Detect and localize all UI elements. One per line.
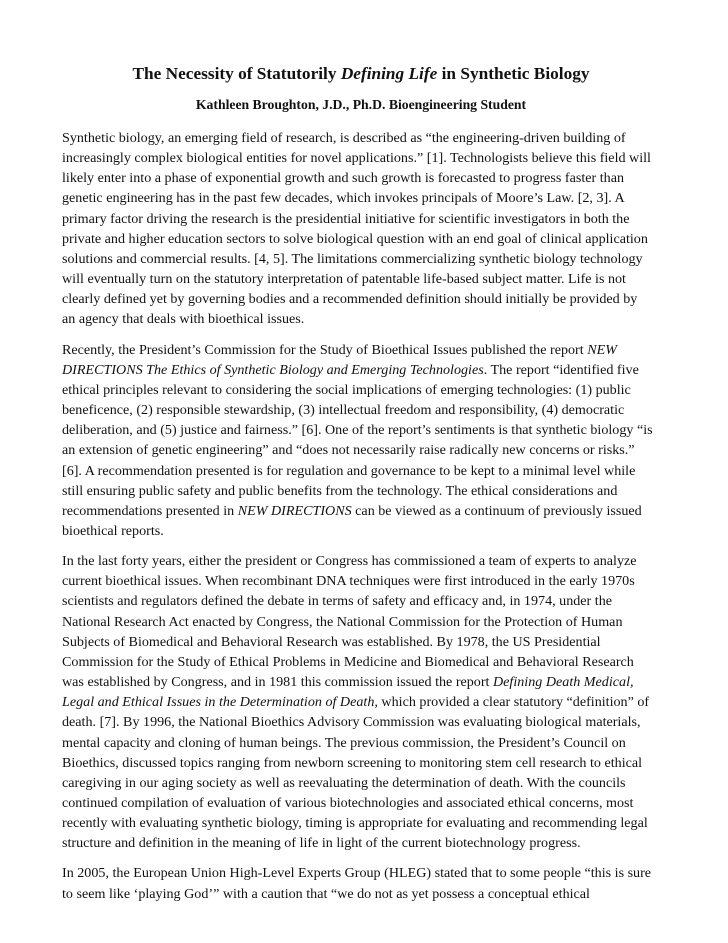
text-segment: [6]. A recommendation presented is for regulation and governance to be kept to a minimal level while (62, 462, 636, 479)
italic-text: DIRECTIONS The Ethics of Synthetic Biology and Emerging Technologies (62, 361, 484, 378)
text-segment: likely enter into a phase of exponential growth and such growth is forecasted to progress faster than (62, 170, 625, 187)
text-segment: clearly defined yet by governing bodies and a recommended definition should initially be provided by (62, 291, 638, 308)
text-line (62, 148, 660, 168)
text-segment: caregiving in our aging society as well as reevaluating the determination of death. With the councils (62, 774, 626, 791)
text-line (62, 813, 660, 833)
text-line (62, 340, 660, 360)
author-line: Kathleen Broughton, J.D., Ph.D. Bioengineering Student (195, 97, 527, 112)
text-line (62, 733, 660, 753)
text-segment: an agency that deals with bioethical issues. (62, 311, 305, 328)
text-segment: In the last forty years, either the president or Congress has commissioned a team of experts to analyze (62, 553, 637, 570)
text-segment: Bioethics, discussed topics ranging from newborn screening to monitoring stem cell research to ethical (62, 754, 643, 771)
italic-text: NEW DIRECTIONS (237, 502, 352, 519)
title-italic: Defining Life (340, 64, 438, 83)
text-line (62, 309, 660, 329)
paragraph (62, 340, 660, 542)
text-line (62, 380, 660, 400)
document-page (62, 62, 660, 904)
text-line (62, 440, 660, 460)
text-segment: structure and definition in the meaning of life in light of the current biotechnology progress. (62, 835, 581, 852)
paper-title (62, 62, 660, 86)
text-segment: to seem like ‘playing God’” with a caution that “we do not as yet possess a conceptual ethical (62, 885, 590, 902)
text-line (62, 652, 660, 672)
text-segment: which provided a clear statutory “definition” of (377, 694, 650, 711)
text-line (62, 591, 660, 611)
text-line (62, 612, 660, 632)
text-segment: genetic engineering has in the past few decades, which invokes principals of Moore’s Law. [2, 3]. A (62, 190, 625, 207)
text-line (62, 672, 660, 692)
text-line (62, 551, 660, 571)
text-segment: still ensuring public safety and public benefits from the technology. The ethical considerations and (62, 482, 618, 499)
text-line (62, 289, 660, 309)
text-segment: will eventually turn on the statutory interpretation of patentable life-based subject matter. Life is not (62, 271, 626, 288)
text-line (62, 269, 660, 289)
text-line (62, 420, 660, 440)
paragraph (62, 863, 660, 903)
text-segment: Subjects of Biomedical and Behavioral Research was established. By 1978, the US Presidential (62, 633, 601, 650)
text-line (62, 188, 660, 208)
text-line (62, 571, 660, 591)
text-line (62, 249, 660, 269)
text-segment: bioethical reports. (62, 522, 164, 539)
text-segment: increasingly complex biological entities for novel applications.” [1]. Technologists believe this field will (62, 150, 651, 167)
italic-text: NEW (587, 341, 617, 358)
text-segment: ethical principles relevant to considering the social implications of emerging technologies: (1) public (62, 381, 631, 398)
text-line (62, 209, 660, 229)
text-segment: recommendations presented in (62, 502, 238, 519)
text-line (62, 521, 660, 541)
text-line (62, 481, 660, 501)
text-line (62, 773, 660, 793)
text-segment: current bioethical issues. When recombinant DNA techniques were first introduced in the early 1970s (62, 573, 635, 590)
text-line (62, 692, 660, 712)
text-line (62, 229, 660, 249)
text-line (62, 632, 660, 652)
body-text (62, 128, 660, 904)
text-line (62, 712, 660, 732)
text-line (62, 753, 660, 773)
text-line (62, 400, 660, 420)
text-segment: recently with evaluating synthetic biology, timing is appropriate for evaluating and recommending legal (62, 815, 648, 832)
text-segment: beneficence, (2) responsible stewardship, (3) intellectual freedom and responsibility, (4) democratic (62, 402, 625, 419)
text-line (62, 793, 660, 813)
title-part-2: in Synthetic Biology (437, 64, 590, 83)
text-segment: mental capacity and cloning of human beings. The previous commission, the President’s Council on (62, 734, 626, 751)
text-segment: death. [7]. By 1996, the National Bioethics Advisory Commission was evaluating biological materials, (62, 714, 641, 731)
text-line (62, 128, 660, 148)
text-line (62, 461, 660, 481)
text-segment: solutions and commercial results. [4, 5]. The limitations commercializing synthetic biology technology (62, 250, 643, 267)
text-segment: private and higher education sectors to solve biological question with an end goal of clinical application (62, 230, 648, 247)
text-segment: can be viewed as a continuum of previously issued (351, 502, 642, 519)
text-segment: . The report “identified five (483, 361, 639, 378)
italic-text: Defining Death Medical, (493, 674, 634, 691)
text-segment: an extension of genetic engineering” and “does not necessarily raise radically new concerns or risks.” (62, 442, 635, 459)
text-segment: primary factor driving the research is the presidential initiative for scientific investigators in both the (62, 210, 630, 227)
text-line (62, 833, 660, 853)
paragraph (62, 551, 660, 853)
title-part-1: The Necessity of Statutorily (132, 64, 341, 83)
text-segment: Recently, the President’s Commission for the Study of Bioethical Issues published the report (62, 341, 588, 358)
text-segment: Commission for the Study of Ethical Problems in Medicine and Biomedical and Behavioral Research (62, 653, 634, 670)
text-line (62, 863, 660, 883)
text-segment: continued compilation of evaluation of various biotechnologies and associated ethical concerns, most (62, 795, 634, 811)
text-segment: scientists and regulators defined the debate in terms of safety and efficacy and, in 1974, under the (62, 593, 612, 610)
text-line (62, 884, 660, 904)
text-line (62, 501, 660, 521)
text-segment: was established by Congress, and in 1981 this commission issued the report (62, 674, 493, 691)
text-line (62, 360, 660, 380)
text-segment: Synthetic biology, an emerging field of research, is described as “the engineering-driven building of (62, 130, 626, 146)
text-segment: deliberation, and (5) justice and fairness.” [6]. One of the report’s sentiments is that synthetic biology “is (62, 422, 653, 439)
text-segment: In 2005, the European Union High-Level Experts Group (HLEG) stated that to some people “this is sure (62, 865, 652, 882)
text-line (62, 168, 660, 188)
paragraph (62, 128, 660, 330)
italic-text: Legal and Ethical Issues in the Determination of Death, (62, 694, 378, 711)
text-segment: National Research Act enacted by Congress, the National Commission for the Protection of Human (62, 613, 623, 630)
